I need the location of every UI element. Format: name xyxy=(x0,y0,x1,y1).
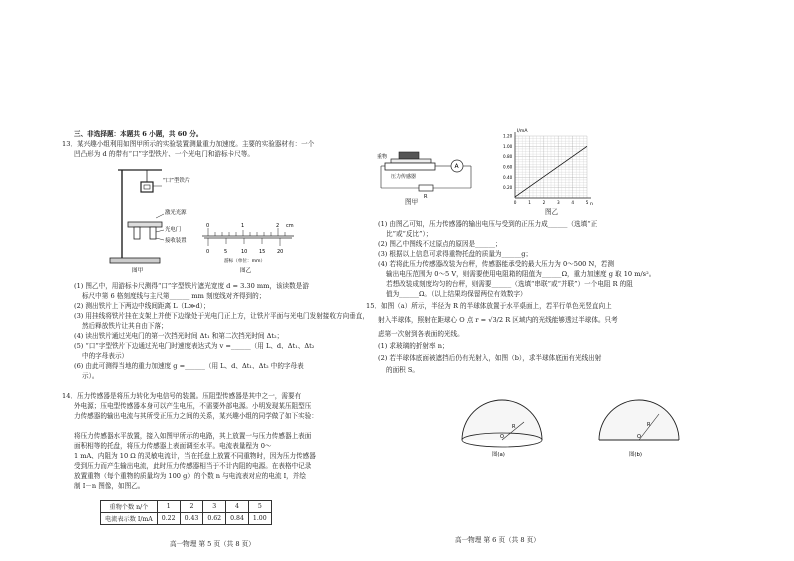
vernier-tick: 10 xyxy=(241,249,248,255)
y-tick-label: 1.20 xyxy=(503,133,513,139)
scale-tick: 2 xyxy=(276,223,280,229)
q13-line: 然后释放铁片让其自由下落； xyxy=(82,322,168,330)
right-page xyxy=(366,0,794,561)
weight-block xyxy=(399,152,419,159)
q14-line: 14．压力传感器是将压力转化为电信号的装置。压阻型传感器是其中之一，需要有 xyxy=(62,392,302,400)
q14-line: (4) 若将此压力传感器改装为台秤，传感器能承受的最大压力为 0～500 N，若测 xyxy=(378,260,614,268)
i-n-graph xyxy=(497,128,597,210)
q13-line: (4) 读出铁片通过光电门的第一次挡光时间 Δt₁ 和第二次挡光时间 Δt₂； xyxy=(74,332,284,340)
q13-line: (1) 图乙中，用游标卡尺测得“口”字型铁片遮光宽度 d = 3.30 mm，该读数是游 xyxy=(74,282,309,290)
vernier-figure xyxy=(198,222,298,274)
q13-line: 示）。 xyxy=(82,372,99,380)
scale-unit: cm xyxy=(286,223,294,229)
resistor-label: R xyxy=(424,194,428,200)
table-cell: 3 xyxy=(203,501,226,513)
q14-line: (1) 由图乙可知，压力传感器的输出电压与受到的正压力成______（选填“正 xyxy=(378,220,598,228)
radius-label: R xyxy=(647,422,651,428)
x-tick-label: 0 xyxy=(513,200,517,205)
weights-current-table xyxy=(100,500,272,525)
figure-b-caption: 图(b) xyxy=(629,452,643,458)
table-cell: 1 xyxy=(157,501,180,513)
y-axis-label: I/mA xyxy=(517,129,528,134)
q14-line: 比”或“反比”）； xyxy=(386,230,433,238)
table-row xyxy=(101,513,272,525)
figure-a-caption: 图(a) xyxy=(492,452,505,458)
table-cell: 1.00 xyxy=(248,513,271,525)
q14-line: 制 I－n 图像，如图乙。 xyxy=(74,482,145,490)
y-tick-label: 0.60 xyxy=(503,164,513,170)
table-row xyxy=(101,501,272,513)
q14-line: (2) 图乙中图线不过原点的原因是______； xyxy=(378,240,502,248)
table-cell: 5 xyxy=(248,501,271,513)
x-axis-label: n xyxy=(590,202,593,207)
table-header-cell: 重物个数 n/个 xyxy=(101,501,158,513)
q15-line: 15．如图（a）所示，半径为 R 的半球体放置于水平桌面上，若平行单色光竖直向上 xyxy=(366,302,612,310)
iron-piece-label: “口”型铁片 xyxy=(163,178,191,184)
q13-line: 中的字母表示） xyxy=(82,352,129,360)
q15-line: (2) 若半球体底面被遮挡后仍有光射入，如图（b），求半球体底面有光线出射 xyxy=(378,354,602,362)
q14-line: 外电源；压电型传感器本身可以产生电压，不需要外部电源。小明发现某压阻型压 xyxy=(74,402,312,410)
q15-line: (1) 求玻璃的折射率 n； xyxy=(378,342,449,350)
q15-line: 虑第一次射到各表面的光线。 xyxy=(378,330,464,338)
ammeter-label: A xyxy=(454,163,459,170)
q14-line: (3) 根据以上信息可求得重物托盘的质量为______g； xyxy=(378,250,533,258)
table-cell: 0.84 xyxy=(226,513,249,525)
scale-tick: 0 xyxy=(206,223,210,229)
q13-line: (5) “口”字型铁片下边通过光电门时速度表达式为 v =______（用 L、d、Δt₁、Δt₂ xyxy=(74,342,315,350)
q14-line: 输出电压范围为 0～5 V，则需要使用电阻箱的阻值为______Ω，重力加速度 g 取 10 m/s²。 xyxy=(386,270,656,278)
q15-line: 的面积 S。 xyxy=(386,366,419,374)
vernier-tick: 20 xyxy=(277,249,284,255)
page-footer: 高一物理 第 6 页（共 8 页） xyxy=(455,536,540,544)
table-cell: 0.62 xyxy=(203,513,226,525)
x-tick-label: 3 xyxy=(557,200,560,205)
y-tick-label: 0.40 xyxy=(503,174,513,180)
q14-line: 面积相等的托盘，将压力传感器上表面调至水平。电流表量程为 0～ xyxy=(74,442,272,450)
scale-sub-label: 游标（单位：mm） xyxy=(224,259,266,264)
vernier-tick: 0 xyxy=(206,249,210,255)
sensor-block xyxy=(385,163,435,170)
resistor-symbol xyxy=(419,185,433,191)
graph-caption: 图乙 xyxy=(545,208,559,216)
table-cell: 4 xyxy=(226,501,249,513)
x-tick-label: 5 xyxy=(585,200,589,205)
q14-line: 将压力传感器水平放置，接入如图甲所示的电路，其上放置一与压力传感器上表面 xyxy=(74,432,312,440)
radius-label: R xyxy=(512,424,516,430)
center-label: O xyxy=(500,434,504,440)
x-tick-label: 1 xyxy=(528,200,531,205)
y-tick-label: 0.80 xyxy=(503,154,513,160)
q14-line: 受到压力而产生输出电流，此时压力传感器相当于不计内阻的电源。在表格中记录 xyxy=(74,462,312,470)
q13-line: 13．某兴趣小组利用如图甲所示的实验装置测量重力加速度。主要的实验器材有：一个 xyxy=(62,140,315,148)
receiver-label: 接收装置 xyxy=(165,238,187,244)
table-cell: 0.22 xyxy=(157,513,180,525)
page-footer: 高一物理 第 5 页（共 8 页） xyxy=(170,540,255,548)
hemisphere-a-figure xyxy=(452,392,552,458)
table-header-cell: 电流表示数 I/mA xyxy=(101,513,158,525)
y-tick-label: 0.20 xyxy=(503,185,513,191)
x-tick-label: 2 xyxy=(542,200,546,205)
q14-line: 若想改装成刻度均匀的台秤，则需要______（选填“串联”或“并联”）一个电阻 R 的阻 xyxy=(386,280,633,288)
laser-label: 激光光源 xyxy=(165,210,187,216)
hemisphere-b-figure xyxy=(589,392,689,458)
table-cell: 2 xyxy=(180,501,203,513)
q14-line: 放置重物（每个重物的质量均为 100 g）的个数 n 与电流表对应的电流 I，并绘 xyxy=(74,472,306,480)
q13-line: (2) 测出铁片上下两边中线间距离 L（L≫d）； xyxy=(74,302,210,310)
vernier-tick: 5 xyxy=(224,249,228,255)
q13-line: 标尺中第 6 格刻度线与主尺第______ mm 刻度线对齐得到的； xyxy=(82,292,266,300)
x-tick-label: 4 xyxy=(571,200,575,205)
scale-tick: 1 xyxy=(241,223,245,229)
weight-label: 重物 xyxy=(377,154,388,160)
q14-line: 力传感器的输出电流与其所受正压力之间的关系，某兴趣小组的同学做了如下实验： xyxy=(74,412,318,420)
q13-line: 凹凸形为 d 的带有“口”字型铁片、一个光电门和游标卡尺等。 xyxy=(74,150,254,158)
apparatus-figure xyxy=(92,162,202,274)
circuit-caption: 图甲 xyxy=(405,198,419,206)
figure-b-caption: 图乙 xyxy=(240,268,252,274)
q13-line: (6) 由此可测得当地的重力加速度 g =______（用 L、d、Δt₁、Δt₂ 中的字母表 xyxy=(74,362,304,370)
y-tick-label: 1.00 xyxy=(503,143,513,149)
q15-line: 射入半球体，照射在距球心 O 点 r = √3/2 R 区域内的光线能够透过半球体。只考 xyxy=(378,316,618,324)
section-title: 三、非选择题：本题共 6 小题，共 60 分。 xyxy=(74,130,203,138)
vernier-tick: 15 xyxy=(259,249,266,255)
q14-line: 值为______Ω。（以上结果均保留两位有效数字） xyxy=(386,290,527,298)
figure-a-caption: 图甲 xyxy=(132,268,144,274)
q14-line: 1 mA、内阻为 10 Ω 的灵敏电流计，当在托盘上放置不同重物时，因为压力传感器 xyxy=(74,452,316,460)
photogate-label: 光电门 xyxy=(165,227,182,233)
q13-line: (3) 用挂线将铁片挂在支架上并使下边缘处于光电门正上方，让铁片平面与光电门发射接收方向垂直， xyxy=(74,312,369,320)
center-label: O xyxy=(637,434,641,440)
table-cell: 0.43 xyxy=(180,513,203,525)
circuit-figure xyxy=(371,150,481,202)
sensor-label: 压力传感器 xyxy=(391,174,417,180)
